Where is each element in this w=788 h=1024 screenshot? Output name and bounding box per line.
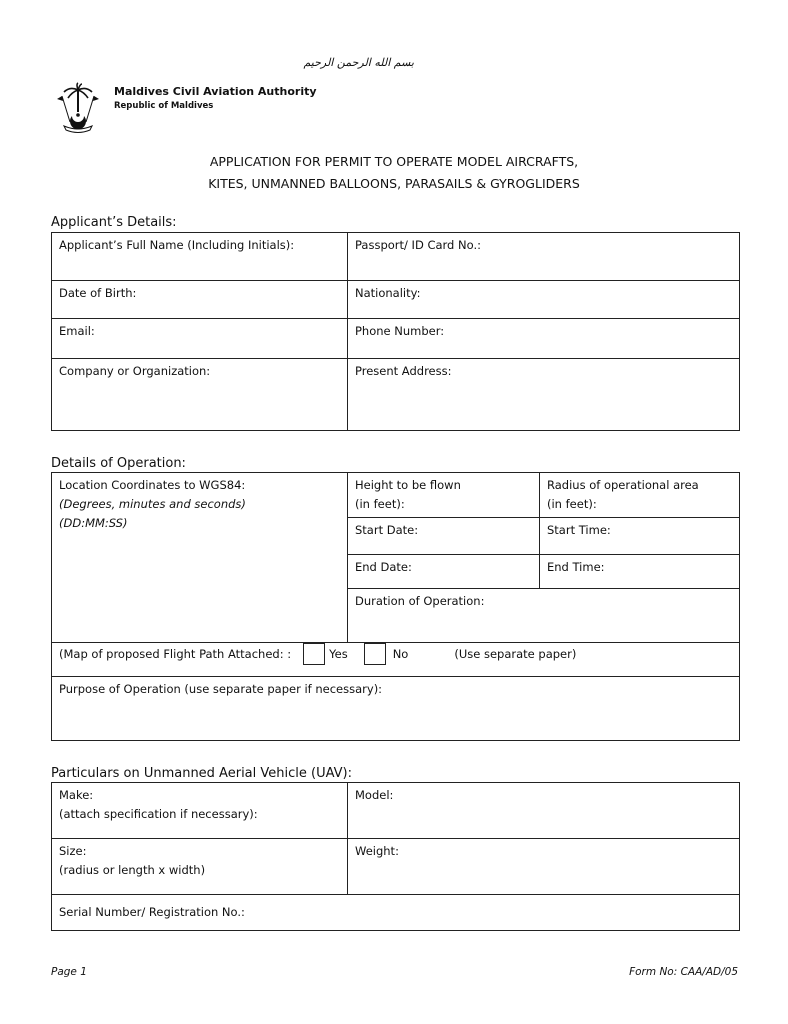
phone-field[interactable] xyxy=(348,319,740,359)
form-title-line1: APPLICATION FOR PERMIT TO OPERATE MODEL AIRCRAFTS, xyxy=(209,154,579,169)
passport-label: Passport/ ID Card No.: xyxy=(355,238,481,252)
start-time-field[interactable] xyxy=(540,518,740,555)
size-hint: (radius or length x width) xyxy=(59,863,206,877)
company-label: Company or Organization: xyxy=(59,364,211,378)
address-field[interactable] xyxy=(348,359,740,431)
weight-field[interactable] xyxy=(348,839,740,895)
nationality-field[interactable] xyxy=(348,281,740,319)
height-field[interactable] xyxy=(348,473,540,518)
address-label: Present Address: xyxy=(355,364,452,378)
state-emblem-icon xyxy=(56,82,100,134)
operation-details-table xyxy=(51,472,740,741)
weight-label: Weight: xyxy=(355,844,399,858)
dob-label: Date of Birth: xyxy=(59,286,137,300)
operation-section-heading: Details of Operation: xyxy=(51,456,186,471)
model-label: Model: xyxy=(355,788,394,802)
map-no-checkbox[interactable] xyxy=(364,643,386,665)
purpose-field[interactable] xyxy=(52,677,740,741)
radius-label: Radius of operational area xyxy=(547,478,699,492)
map-attached-row xyxy=(52,643,740,677)
page-number: Page 1 xyxy=(51,966,87,978)
height-unit: (in feet): xyxy=(355,497,405,511)
radius-field[interactable] xyxy=(540,473,740,518)
map-attached-label: (Map of proposed Flight Path Attached: : xyxy=(59,646,292,661)
bismillah-text: بسم الله الرحمن الرحيم xyxy=(303,56,414,69)
make-label: Make: xyxy=(59,788,94,802)
nationality-label: Nationality: xyxy=(355,286,421,300)
location-hint-format: (DD:MM:SS) xyxy=(59,516,128,530)
height-label: Height to be flown xyxy=(355,478,461,492)
map-no-label: No xyxy=(392,646,409,661)
end-time-label: End Time: xyxy=(547,560,605,574)
make-field[interactable] xyxy=(52,783,348,839)
applicant-details-table xyxy=(51,232,740,431)
uav-section-heading: Particulars on Unmanned Aerial Vehicle (UAV): xyxy=(51,766,353,781)
size-label: Size: xyxy=(59,844,87,858)
bismillah-calligraphy xyxy=(303,42,418,82)
full-name-label: Applicant’s Full Name (Including Initials): xyxy=(59,238,295,252)
company-field[interactable] xyxy=(52,359,348,431)
map-yes-checkbox[interactable] xyxy=(303,643,325,665)
duration-label: Duration of Operation: xyxy=(355,594,485,608)
org-name: Maldives Civil Aviation Authority xyxy=(114,85,317,98)
uav-particulars-table xyxy=(51,782,740,931)
email-label: Email: xyxy=(59,324,95,338)
radius-unit: (in feet): xyxy=(547,497,597,511)
dob-field[interactable] xyxy=(52,281,348,319)
size-field[interactable] xyxy=(52,839,348,895)
end-date-field[interactable] xyxy=(348,555,540,589)
serial-label: Serial Number/ Registration No.: xyxy=(59,905,245,919)
model-field[interactable] xyxy=(348,783,740,839)
full-name-field[interactable] xyxy=(52,233,348,281)
org-subtitle: Republic of Maldives xyxy=(114,101,214,111)
duration-field[interactable] xyxy=(348,589,740,643)
applicant-section-heading: Applicant’s Details: xyxy=(51,215,177,230)
location-hint-dms: (Degrees, minutes and seconds) xyxy=(59,497,246,511)
map-note: (Use separate paper) xyxy=(454,646,577,661)
location-field[interactable] xyxy=(52,473,348,643)
end-time-field[interactable] xyxy=(540,555,740,589)
start-date-field[interactable] xyxy=(348,518,540,555)
end-date-label: End Date: xyxy=(355,560,412,574)
map-yes-label: Yes xyxy=(329,646,348,661)
make-hint: (attach specification if necessary): xyxy=(59,807,258,821)
serial-field[interactable] xyxy=(52,895,740,931)
start-time-label: Start Time: xyxy=(547,523,611,537)
phone-label: Phone Number: xyxy=(355,324,445,338)
email-field[interactable] xyxy=(52,319,348,359)
form-title-line2: KITES, UNMANNED BALLOONS, PARASAILS & GYROGLIDERS xyxy=(208,176,580,191)
purpose-label: Purpose of Operation (use separate paper if necessary): xyxy=(59,682,383,696)
start-date-label: Start Date: xyxy=(355,523,419,537)
passport-field[interactable] xyxy=(348,233,740,281)
form-number: Form No: CAA/AD/05 xyxy=(629,966,738,978)
location-label: Location Coordinates to WGS84: xyxy=(59,478,246,492)
